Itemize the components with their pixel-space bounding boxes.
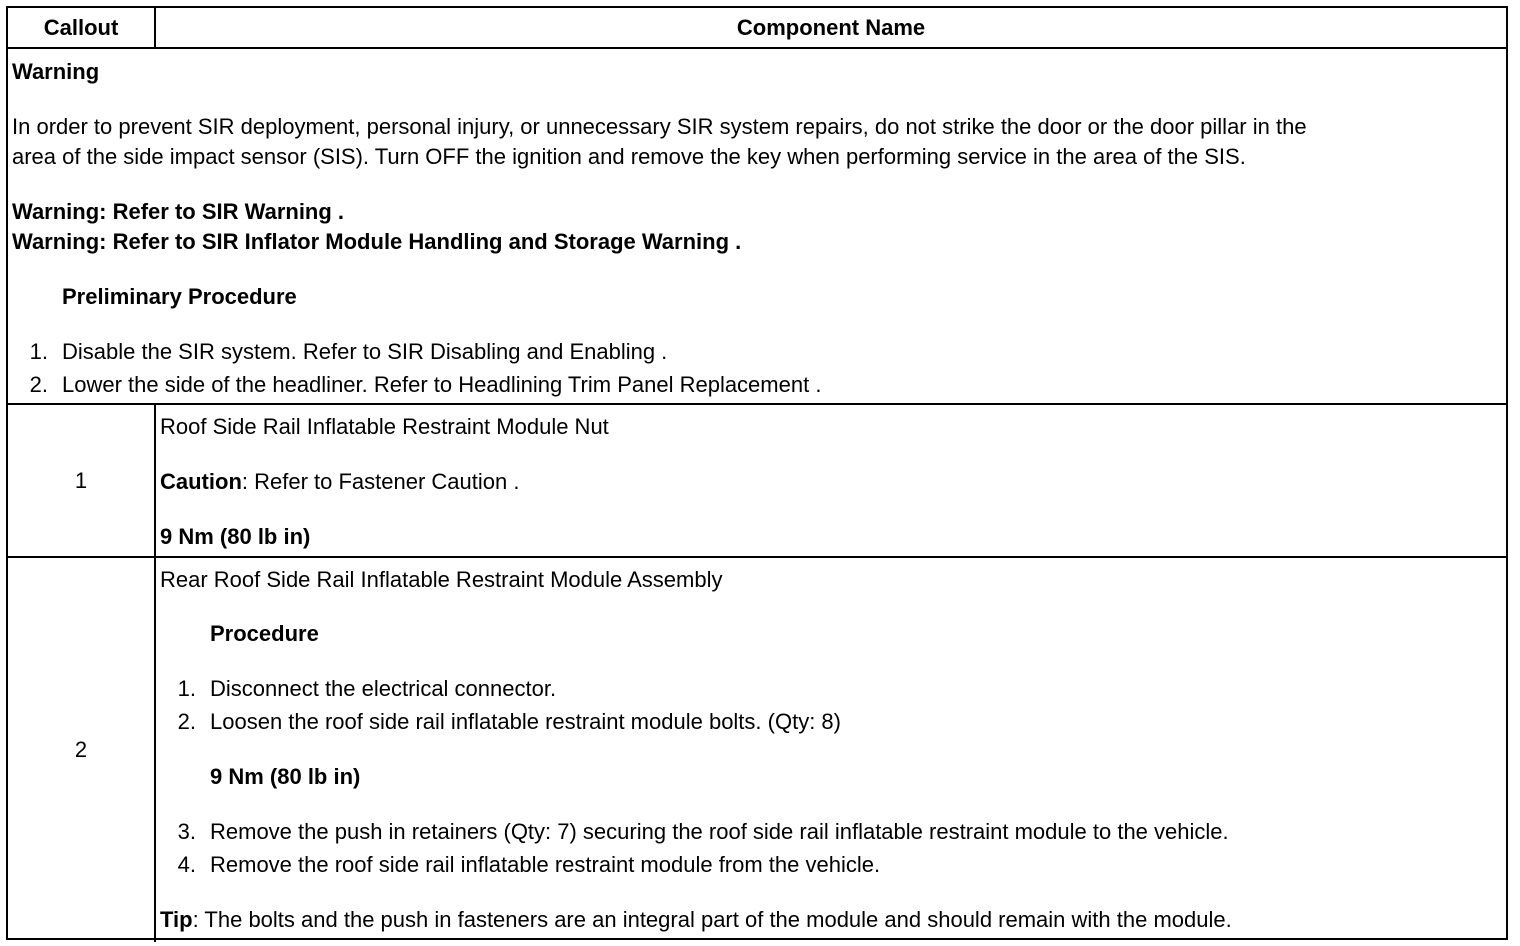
step-text: Remove the push in retainers (Qty: 7) securing the roof side rail inflatable restraint module to the vehicle. xyxy=(210,819,1229,844)
tip-label: Tip xyxy=(160,907,193,932)
warning-text-line2: area of the side impact sensor (SIS). Turn OFF the ignition and remove the key when performing service in the area of the SIS. xyxy=(12,144,1246,169)
row1-divider xyxy=(154,405,156,556)
warning-text-line1: In order to prevent SIR deployment, personal injury, or unnecessary SIR system repairs, do not strike the door or the door pillar in the xyxy=(12,114,1307,139)
step-text: Lower the side of the headliner. Refer to Headlining Trim Panel Replacement . xyxy=(62,372,822,397)
tip-text: : The bolts and the push in fasteners are an integral part of the module and should remain with the module. xyxy=(192,907,1232,932)
ref-warning-sir: Warning: Refer to SIR Warning . xyxy=(12,199,345,224)
step-text: Disable the SIR system. Refer to SIR Disabling and Enabling . xyxy=(62,339,668,364)
row1-torque: 9 Nm (80 lb in) xyxy=(160,524,311,549)
step-number: 1. xyxy=(29,339,48,364)
component-name-header: Component Name xyxy=(736,14,926,40)
step-number: 4. xyxy=(177,852,196,877)
row2-torque: 9 Nm (80 lb in) xyxy=(210,764,361,789)
row1-caution xyxy=(160,469,519,495)
row-rule xyxy=(8,556,1506,558)
row-rule xyxy=(8,403,1506,405)
step-number: 1. xyxy=(177,676,196,701)
row2-component-name: Rear Roof Side Rail Inflatable Restraint Module Assembly xyxy=(160,567,723,592)
step-text: Disconnect the electrical connector. xyxy=(210,676,557,701)
preliminary-procedure-heading: Preliminary Procedure xyxy=(62,284,297,309)
warning-heading: Warning xyxy=(12,59,100,84)
step-number: 3. xyxy=(177,819,196,844)
row2-tip xyxy=(160,907,1232,933)
step-text: Loosen the roof side rail inflatable restraint module bolts. (Qty: 8) xyxy=(210,709,841,734)
row1-callout: 1 xyxy=(74,467,88,493)
header-rule xyxy=(8,47,1506,49)
header-divider xyxy=(154,8,156,47)
step-number: 2. xyxy=(177,709,196,734)
procedure-table xyxy=(6,6,1508,940)
row2-callout: 2 xyxy=(74,737,88,762)
callout-header: Callout xyxy=(43,14,119,40)
row1-component-name: Roof Side Rail Inflatable Restraint Module Nut xyxy=(160,414,609,439)
procedure-heading: Procedure xyxy=(210,621,319,646)
row2-divider xyxy=(154,558,156,942)
caution-label: Caution xyxy=(160,469,242,494)
step-number: 2. xyxy=(29,372,48,397)
ref-warning-inflator: Warning: Refer to SIR Inflator Module Handling and Storage Warning . xyxy=(12,229,742,254)
step-text: Remove the roof side rail inflatable restraint module from the vehicle. xyxy=(210,852,881,877)
caution-text: : Refer to Fastener Caution . xyxy=(241,469,520,494)
